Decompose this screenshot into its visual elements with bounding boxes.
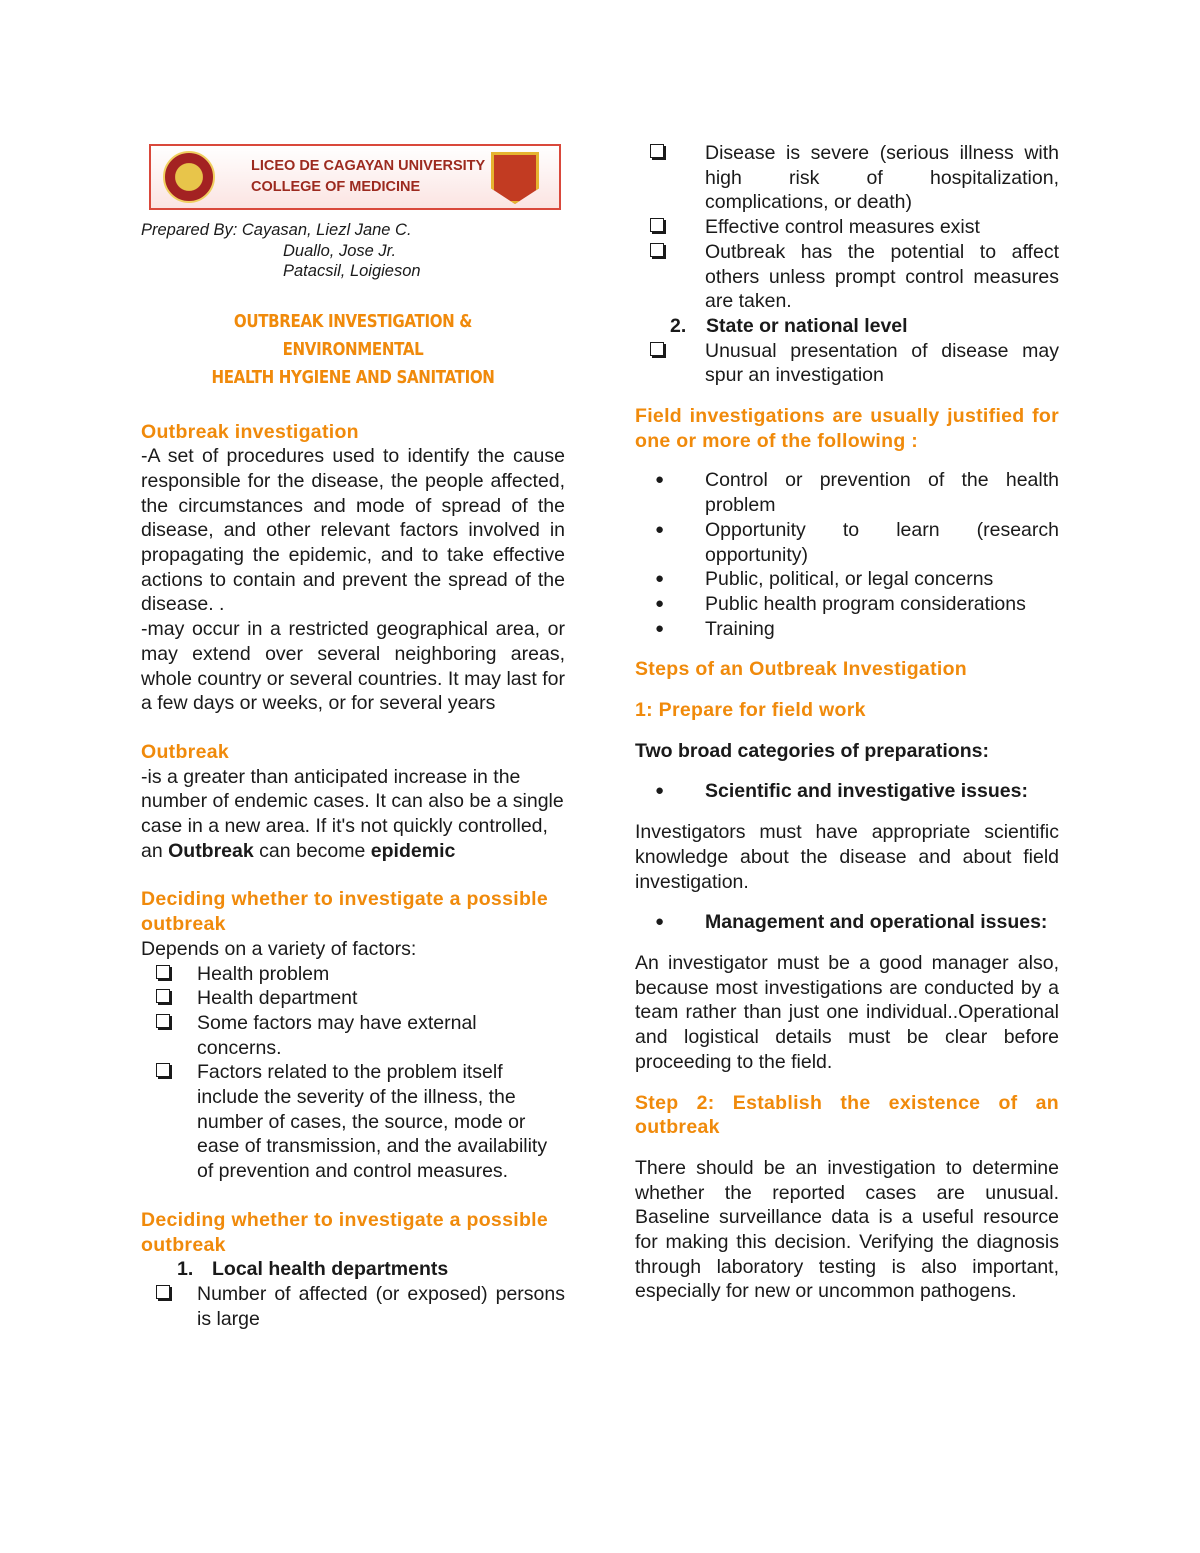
list-item-text: Opportunity to learn (research opportunity) xyxy=(705,518,1059,566)
category-item-management xyxy=(635,910,1059,935)
banner-line-2: COLLEGE OF MEDICINE xyxy=(251,179,421,195)
list-item-text: Some factors may have external concerns. xyxy=(197,1011,477,1059)
university-seal-logo xyxy=(163,151,215,203)
bullet-dot-icon: ● xyxy=(655,570,665,588)
paragraph-outbreak xyxy=(141,765,565,864)
list-item xyxy=(141,1282,565,1331)
heading-step-1: 1: Prepare for field work xyxy=(635,699,866,722)
prepared-by xyxy=(141,220,565,282)
list-item-text: Health problem xyxy=(197,962,330,985)
list-item-text: Effective control measures exist xyxy=(705,216,980,239)
checkbox-square-icon xyxy=(650,144,664,158)
right-column xyxy=(635,141,1059,1304)
list-item xyxy=(635,617,1059,642)
paragraph-factors-intro: Depends on a variety of factors: xyxy=(141,937,417,960)
list-item xyxy=(141,986,565,1011)
bullet-dot-icon: ● xyxy=(655,471,665,489)
list-item-text: Factors related to the problem itself include the severity of the illness, the number of cases, the source, mode or ease of transmission, and the availability of prevention and control measures. xyxy=(197,1061,548,1183)
prepared-by-line-1: Prepared By: Cayasan, Liezl Jane C. xyxy=(141,221,412,239)
list-item-text: Public, political, or legal concerns xyxy=(705,568,994,591)
list-item-text: Unusual presentation of disease may spur an investigation xyxy=(705,339,1059,387)
numbered-heading-local xyxy=(141,1257,565,1282)
checkbox-square-icon xyxy=(156,989,170,1003)
list-item xyxy=(141,962,565,987)
list-item xyxy=(141,1060,565,1184)
local-title: Local health departments xyxy=(212,1258,449,1281)
list-item-text: Number of affected (or exposed) persons is large xyxy=(197,1283,565,1330)
list-item-text: Health department xyxy=(197,987,358,1010)
bullet-dot-icon: ● xyxy=(655,619,665,637)
paragraph-management: An investigator must be a good manager also, because most investigations are conducted by a team rather than just one individual..Operational and logistical details must be clear before proceeding to the field. xyxy=(635,951,1059,1073)
checkbox-square-icon xyxy=(156,1063,170,1077)
category-title: Management and operational issues: xyxy=(705,911,1048,934)
factors-list xyxy=(141,962,565,1184)
list-item-text: Outbreak has the potential to affect others unless prompt control measures are taken. xyxy=(705,240,1059,313)
checkbox-square-icon xyxy=(156,1014,170,1028)
title-line-2: HEALTH HYGIENE AND SANITATION xyxy=(211,367,495,388)
bullet-dot-icon: ● xyxy=(655,594,665,612)
outbreak-text-epidemic: epidemic xyxy=(370,839,456,862)
list-item xyxy=(635,567,1059,592)
university-banner xyxy=(149,144,561,210)
list-item xyxy=(635,141,1059,215)
heading-field-investigations: Field investigations are usually justified for one or more of the following : xyxy=(635,405,1059,452)
bullet-dot-icon: ● xyxy=(655,520,665,538)
left-column xyxy=(141,140,565,1331)
heading-steps: Steps of an Outbreak Investigation xyxy=(635,658,968,681)
bullet-dot-icon: ● xyxy=(655,913,665,931)
bullet-dot-icon: ● xyxy=(655,782,665,800)
outbreak-text-a: -is a greater than anticipated increase in the number of endemic cases. It can also be a single case in a new area. If it's not quickly controlled, an xyxy=(141,765,564,862)
paragraph-definition: -A set of procedures used to identify the cause responsible for the disease, the people affected, the circumstances and mode of spread of the disease, and other relevant factors involved in propagating the epidemic, and to take effective actions to contain and prevent the spread of the disease. . xyxy=(141,445,565,616)
list-item-text: Public health program considerations xyxy=(705,592,1026,615)
list-item xyxy=(635,518,1059,567)
heading-step-2: Step 2: Establish the existence of an outbreak xyxy=(635,1091,1059,1139)
outbreak-text-c: can become xyxy=(253,839,371,862)
title-line-1: OUTBREAK INVESTIGATION & ENVIRONMENTAL xyxy=(233,311,473,360)
document-title xyxy=(171,308,536,392)
outbreak-text-bold: Outbreak xyxy=(168,839,254,862)
paragraph-step-2: There should be an investigation to determine whether the reported cases are unusual. Baseline surveillance data is a useful resource for making this decision. Verifying the diagnosis through laboratory testing is also important, especially for new or uncommon pathogens. xyxy=(635,1156,1059,1303)
checkbox-square-icon xyxy=(650,342,664,356)
checkbox-square-icon xyxy=(650,243,664,257)
list-item xyxy=(635,240,1059,314)
list-item xyxy=(635,215,1059,240)
list-item xyxy=(141,1011,565,1060)
list-item-text: Control or prevention of the health problem xyxy=(705,469,1059,517)
checkbox-square-icon xyxy=(650,218,664,232)
heading-two-categories: Two broad categories of preparations: xyxy=(635,739,989,762)
checkbox-square-icon xyxy=(156,965,170,979)
list-item-text: Disease is severe (serious illness with high risk of hospitalization, complications, or death) xyxy=(705,142,1059,214)
justification-list xyxy=(635,468,1059,641)
list-item-text: Training xyxy=(705,617,775,640)
prepared-by-line-3: Patacsil, Loigieson xyxy=(283,262,421,280)
heading-deciding-1: Deciding whether to investigate a possible outbreak xyxy=(141,888,549,936)
list-number: 2. xyxy=(670,314,687,337)
category-title: Scientific and investigative issues: xyxy=(705,780,1028,803)
heading-deciding-2: Deciding whether to investigate a possible outbreak xyxy=(141,1208,549,1256)
numbered-heading-state xyxy=(635,314,1059,339)
category-item-scientific xyxy=(635,779,1059,804)
college-crest-logo xyxy=(491,152,539,204)
prepared-by-line-2: Duallo, Jose Jr. xyxy=(283,241,397,260)
list-item xyxy=(635,468,1059,517)
paragraph-scientific: Investigators must have appropriate scientific knowledge about the disease and about field investigation. xyxy=(635,821,1059,893)
list-item xyxy=(635,339,1059,388)
heading-outbreak: Outbreak xyxy=(141,740,230,763)
heading-outbreak-investigation: Outbreak investigation xyxy=(141,420,359,443)
checkbox-square-icon xyxy=(156,1285,170,1299)
state-title: State or national level xyxy=(706,314,908,337)
paragraph-scope: -may occur in a restricted geographical area, or may extend over several neighboring areas, whole country or several countries. It may last for a few days or weeks, or for several years xyxy=(141,618,565,715)
list-number: 1. xyxy=(177,1258,194,1281)
banner-line-1: LICEO DE CAGAYAN UNIVERSITY xyxy=(251,158,486,174)
list-item xyxy=(635,592,1059,617)
